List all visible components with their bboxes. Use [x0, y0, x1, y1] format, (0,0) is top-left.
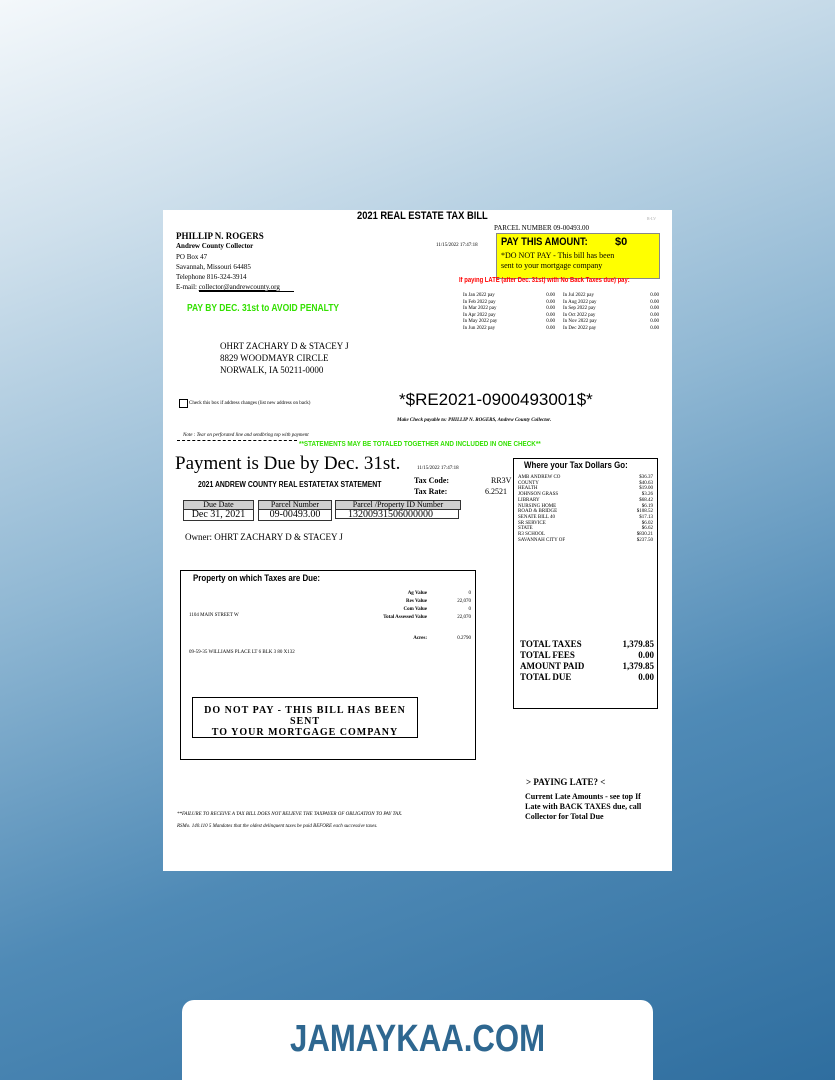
do-not-pay-line2: TO YOUR MORTGAGE COMPANY — [211, 727, 399, 738]
total-taxes-row: TOTAL TAXES 1,379.85 — [520, 639, 654, 649]
watermark-text: JAMAYKAA.COM — [289, 1018, 546, 1060]
com-value-label: Com Value — [403, 607, 427, 612]
list-item: SENATE BILL 40 $17.13 — [518, 514, 653, 520]
list-item: HEALTH $19.00 — [518, 486, 653, 492]
owner-address-line3: NORWALK, IA 50211-0000 — [220, 365, 324, 375]
parcel-number-col-header: Parcel Number — [258, 500, 332, 510]
parcel-number-header: PARCEL NUMBER 09-00493.00 — [494, 224, 589, 232]
corner-code: R-LV — [647, 216, 656, 221]
property-address: 1104 MAIN STREET W — [189, 613, 239, 618]
tax-rate-value: 6.2521 — [485, 487, 507, 496]
collector-name: PHILLIP N. ROGERS — [176, 231, 264, 241]
res-value: 22,070 — [457, 599, 471, 604]
collector-email-row — [176, 283, 294, 291]
schedule-row: In Apr 2022 pay 0.00 In Oct 2022 pay 0.00 — [463, 312, 659, 318]
tax-dollars-box — [513, 458, 658, 709]
address-change-checkbox[interactable] — [179, 399, 188, 408]
footnote-failure: **FAILURE TO RECEIVE A TAX BILL DOES NOT RELIEVE THE TAXPAYER OF OBLIGATION TO PAY TAX. — [177, 812, 403, 817]
collector-address1: PO Box 47 — [176, 253, 208, 261]
property-id-header: Parcel /Property ID Number — [335, 500, 461, 510]
do-not-pay-line1: DO NOT PAY - THIS BILL HAS BEEN SENT — [204, 705, 406, 727]
paying-late-text1: Current Late Amounts - see top If — [525, 792, 641, 801]
payment-due-heading: Payment is Due by Dec. 31st. — [175, 453, 401, 474]
parcel-number-value: 09-00493.00 — [258, 509, 332, 521]
tax-code-value: RR3V — [491, 476, 512, 485]
schedule-row: In May 2022 pay 0.00 In Nov 2022 pay 0.00 — [463, 319, 659, 325]
ag-value: 0 — [468, 591, 471, 596]
bill-title: 2021 REAL ESTATE TAX BILL — [357, 210, 488, 222]
collector-address2: Savannah, Missouri 64485 — [176, 263, 251, 271]
total-assessed-value: 22,070 — [457, 615, 471, 620]
amount-paid-row: AMOUNT PAID 1,379.85 — [520, 661, 654, 671]
email-label: E-mail: — [176, 283, 197, 291]
pay-amount-box — [496, 233, 660, 279]
due-date-header: Due Date — [183, 500, 254, 510]
res-value-label: Res Value — [406, 599, 427, 604]
tax-totals — [520, 639, 654, 683]
footnote-rsmo: RSMo. 140.110 5 Mandates that the oldest delinquent taxes be paid BEFORE each successive taxes. — [177, 824, 378, 829]
perforation-line — [177, 440, 297, 441]
due-date-value: Dec 31, 2021 — [183, 509, 254, 521]
email-link[interactable]: collector@andrewcounty.org — [199, 283, 294, 292]
list-item: COUNTY $40.63 — [518, 480, 653, 486]
pay-by-notice: PAY BY DEC. 31st to AVOID PENALTY — [187, 303, 340, 314]
paying-late-text3: Collector for Total Due — [525, 812, 604, 821]
total-assessed-label: Total Assessed Value — [383, 615, 427, 620]
property-heading: Property on which Taxes are Due: — [193, 573, 321, 583]
collector-title: Andrew County Collector — [176, 242, 254, 250]
list-item: AMB ANDREW CO $36.37 — [518, 475, 653, 480]
print-timestamp: 11/15/2022 17:47:18 — [436, 243, 478, 248]
com-value: 0 — [468, 607, 471, 612]
pay-amount-value: $0 — [615, 236, 628, 248]
tax-rate-label: Tax Rate: — [414, 487, 448, 496]
late-payment-schedule — [463, 293, 659, 333]
statement-timestamp: 11/15/2022 17:47:18 — [417, 466, 459, 471]
ag-value-label: Ag Value — [407, 591, 427, 596]
owner-address-line1: OHRT ZACHARY D & STACEY J — [220, 341, 349, 351]
watermark-banner — [182, 1000, 653, 1080]
total-due-row: TOTAL DUE 0.00 — [520, 672, 654, 682]
address-change-label: Check this box if address changes (list new address on back) — [189, 401, 311, 406]
paying-late-heading: > PAYING LATE? < — [526, 777, 606, 787]
pay-box-line1: *DO NOT PAY - This bill has been — [501, 251, 615, 260]
list-item: R3 SCHOOL $830.21 — [518, 532, 653, 538]
list-item: JOHNSON GRASS $3.26 — [518, 492, 653, 498]
pay-amount-heading: PAY THIS AMOUNT: — [501, 236, 588, 248]
acres-value: 0.2790 — [457, 636, 471, 641]
schedule-row: In Jun 2022 pay 0.00 In Dec 2022 pay 0.00 — [463, 325, 659, 331]
schedule-row: In Jan 2022 pay 0.00 In Jul 2022 pay 0.00 — [463, 293, 659, 298]
list-item: SAVANNAH CITY OF $237.50 — [518, 537, 653, 543]
late-payment-notice: If paying LATE (after Dec. 31st) with No Back Taxes due) pay: — [459, 277, 630, 284]
property-legal-description: 09-59-35 WILLIAMS PLACE LT 6 BLK 3 80 X132 — [189, 650, 295, 655]
list-item: NURSING HOME $6.19 — [518, 503, 653, 509]
statement-title: 2021 ANDREW COUNTY REAL ESTATETAX STATEMENT — [198, 480, 382, 489]
check-payable-note: Make Check payable to: PHILLIP N. ROGERS, Andrew County Collector. — [397, 418, 552, 423]
tax-dollars-heading: Where your Tax Dollars Go: — [524, 460, 628, 470]
list-item: STATE $6.62 — [518, 526, 653, 532]
tax-dollars-list — [518, 475, 653, 543]
property-id-value: 13200931506000000 — [335, 509, 459, 519]
statements-notice: **STATEMENTS MAY BE TOTALED TOGETHER AND INCLUDED IN ONE CHECK** — [299, 441, 541, 448]
total-fees-row: TOTAL FEES 0.00 — [520, 650, 654, 660]
collector-phone: Telephone 816-324-3914 — [176, 273, 247, 281]
acres-label: Acres: — [413, 636, 427, 641]
barcode-text: *$RE2021-0900493001$* — [399, 390, 593, 409]
pay-box-line2: sent to your mortgage company — [501, 261, 603, 270]
list-item: SR SERVICE $6.02 — [518, 520, 653, 526]
schedule-row: In Feb 2022 pay 0.00 In Aug 2022 pay 0.00 — [463, 299, 659, 305]
do-not-pay-box — [192, 697, 418, 738]
schedule-row: In Mar 2022 pay 0.00 In Sep 2022 pay 0.00 — [463, 306, 659, 312]
list-item: LIBRARY $68.42 — [518, 497, 653, 503]
tax-bill-document — [163, 210, 672, 871]
tear-note: Note : Tear on perforated line and sendbring top with payment — [183, 433, 309, 438]
owner-line: Owner: OHRT ZACHARY D & STACEY J — [185, 532, 343, 542]
paying-late-text2: Late with BACK TAXES due, call — [525, 802, 642, 811]
tax-code-label: Tax Code: — [414, 476, 450, 485]
owner-address-line2: 8829 WOODMAYR CIRCLE — [220, 353, 329, 363]
list-item: ROAD & BRIDGE $108.52 — [518, 509, 653, 515]
